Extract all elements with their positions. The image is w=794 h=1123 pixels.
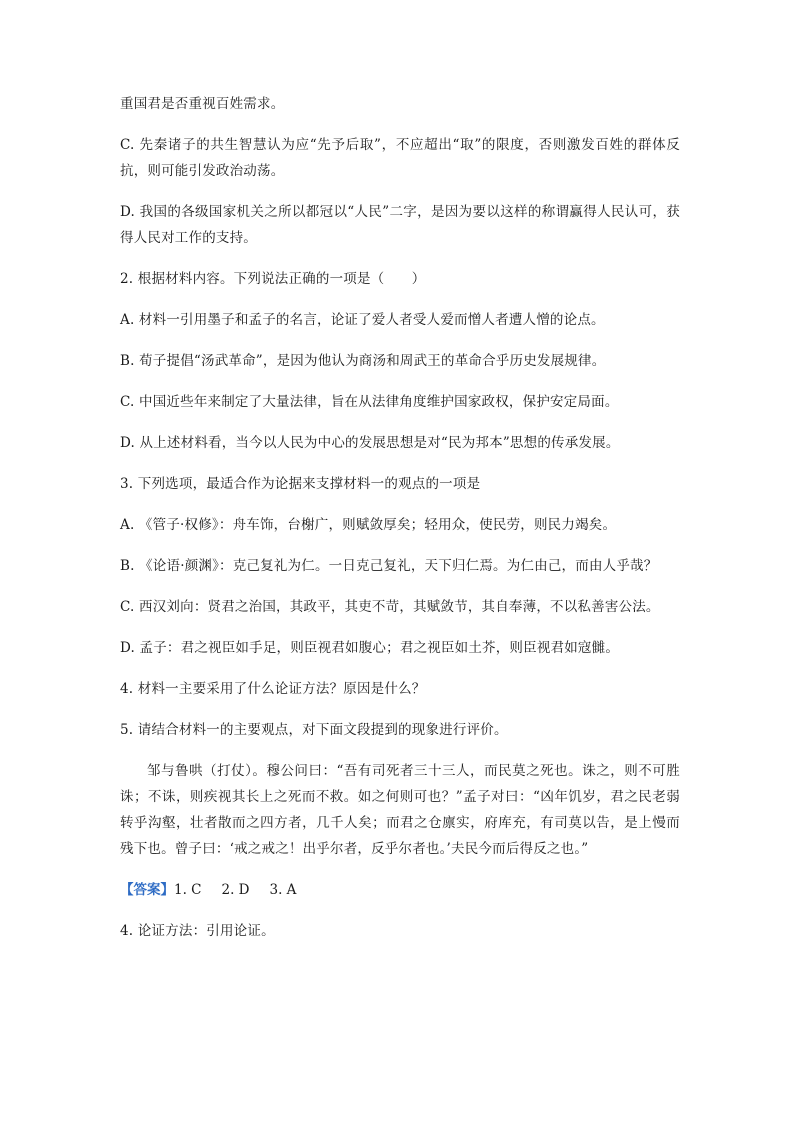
q2-option-a: A. 材料一引用墨子和孟子的名言，论证了爱人者受人爱而憎人者遭人憎的论点。 <box>120 312 605 328</box>
answer-line <box>120 877 680 903</box>
question-4: 4. 材料一主要采用了什么论证方法？原因是什么？ <box>120 681 426 697</box>
answer-tag: 【答案】 <box>120 882 174 898</box>
q3-option-a: A. 《管子·权修》：舟车饰，台榭广，则赋敛厚矣；轻用众，使民劳，则民力竭矣。 <box>120 517 617 533</box>
question-2: 2. 根据材料内容。下列说法正确的一项是（ ） <box>120 271 426 287</box>
document-content <box>120 91 680 959</box>
answer-detail: 4. 论证方法：引用论证。 <box>120 923 275 939</box>
q1-option-c: C. 先秦诸子的共生智慧认为应“先予后取”，不应超出“取”的限度，否则激发百姓的群体反抗，则可能引发政治动荡。 <box>120 137 680 179</box>
paragraph-continuation: 重国君是否重视百姓需求。 <box>120 96 285 112</box>
question-3: 3. 下列选项，最适合作为论据来支撑材料一的观点的一项是 <box>120 476 481 492</box>
q2-option-b: B. 荀子提倡“汤武革命”，是因为他认为商汤和周武王的革命合乎历史发展规律。 <box>120 353 606 369</box>
answer-item: 1. C <box>174 882 202 898</box>
q3-option-c: C. 西汉刘向：贤君之治国，其政平，其吏不苛，其赋敛节，其自奉薄，不以私善害公法。 <box>120 599 660 615</box>
q2-option-c: C. 中国近些年来制定了大量法律，旨在从法律角度维护国家政权，保护安定局面。 <box>120 394 619 410</box>
q2-option-d: D. 从上述材料看，当今以人民为中心的发展思想是对“民为邦本”思想的传承发展。 <box>120 435 620 451</box>
passage-text: 邹与鲁哄（打仗）。穆公问曰：“吾有司死者三十三人，而民莫之死也。诛之，则不可胜诛；不诛，则疾视其长上之死而不救。如之何则可也？”孟子对曰：“凶年饥岁，君之民老弱转乎沟壑，壮者散而之四方者，几千人矣；而君之仓廪实，府库充，有司莫以告，是上慢而残下也。曾子曰：‘戒之戒之！出乎尔者，反乎尔者也。’夫民今而后得反之也。” <box>120 763 680 857</box>
q3-option-d: D. 孟子：君之视臣如手足，则臣视君如腹心；君之视臣如土芥，则臣视君如寇雠。 <box>120 640 620 656</box>
answer-item: 2. D <box>221 882 250 898</box>
question-5: 5. 请结合材料一的主要观点，对下面文段提到的现象进行评价。 <box>120 722 508 738</box>
q3-option-b: B. 《论语·颜渊》：克己复礼为仁。一日克己复礼，天下归仁焉。为仁由己，而由人乎哉？ <box>120 558 658 574</box>
q1-option-d: D. 我国的各级国家机关之所以都冠以“人民”二字，是因为要以这样的称谓赢得人民认可，获得人民对工作的支持。 <box>120 204 680 246</box>
answer-item: 3. A <box>269 882 297 898</box>
